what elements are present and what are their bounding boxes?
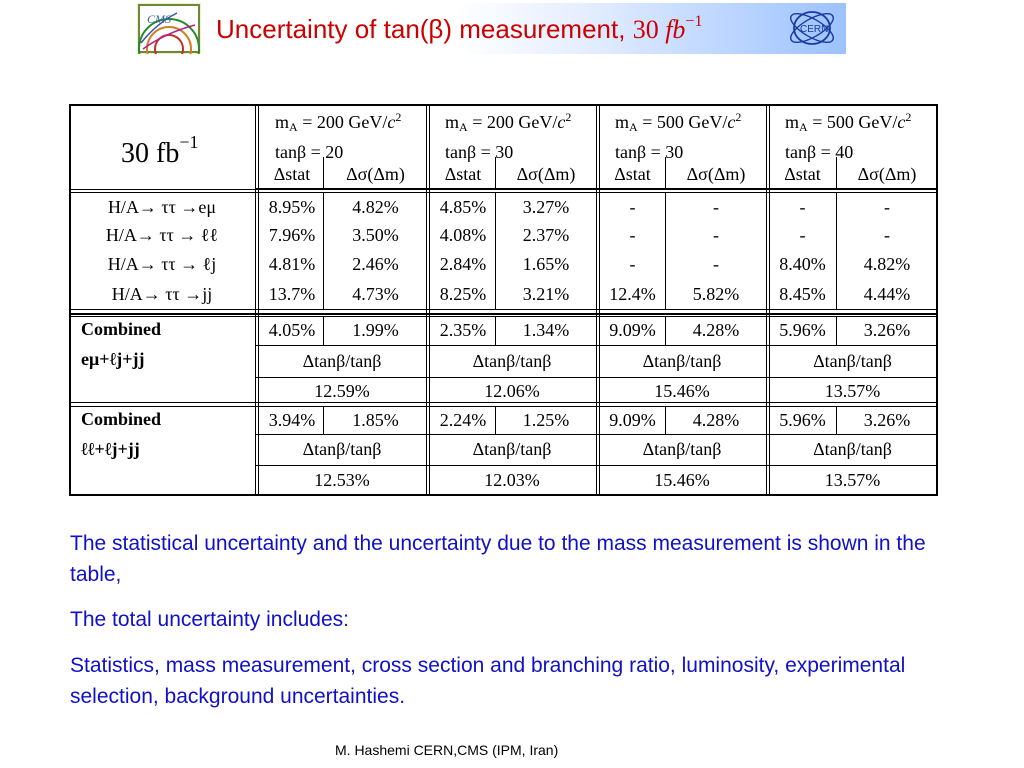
channel-value: 4.82%	[863, 254, 911, 274]
combined-value: 2.24%	[439, 409, 487, 430]
channel-value: 8.25%	[439, 284, 487, 304]
combined-value: 4.28%	[692, 320, 740, 340]
channel-value: 4.08%	[439, 225, 487, 245]
scenario-mass: $m_A = 500$ GeV/$c^2$	[785, 110, 912, 134]
channel-value: -	[884, 197, 890, 217]
slide-footer: M. Hashemi CERN,CMS (IPM, Iran)	[335, 742, 559, 758]
ratio-label: Δtanβ/tanβ	[642, 439, 722, 459]
combined-value: 1.25%	[522, 409, 570, 430]
channel-value: -	[799, 225, 806, 245]
channel-value: 8.40%	[779, 254, 826, 274]
channel-value: 4.85%	[439, 197, 487, 217]
channel-value: -	[884, 225, 890, 245]
channel-value: -	[799, 197, 806, 217]
channel-value: 2.84%	[439, 254, 487, 274]
channel-value: 2.37%	[522, 225, 570, 245]
scenario-mass: $m_A = 500$ GeV/$c^2$	[615, 110, 742, 134]
paragraph-statistical-uncertainty: The statistical uncertainty and the uncertainty due to the mass measurement is shown in the table,	[70, 532, 926, 586]
total-uncertainty: 13.57%	[824, 469, 881, 490]
table-rule-v	[665, 316, 666, 345]
table-rule-v	[323, 192, 324, 309]
channel-value: 3.21%	[522, 284, 570, 304]
table-rule-v	[836, 192, 837, 309]
ratio-label: Δtanβ/tanβ	[642, 350, 722, 371]
channel-value: 4.73%	[352, 284, 399, 304]
channel-label: H/A→ ττ →eμ	[107, 197, 217, 217]
scenario-tanbeta: tanβ = 20	[275, 142, 344, 162]
ratio-label: Δtanβ/tanβ	[472, 350, 552, 371]
combined-channels: eμ+ℓj+jj	[81, 349, 145, 369]
table-rule-v	[596, 104, 597, 496]
combined-value: 1.99%	[352, 320, 399, 340]
table-rule-v	[836, 406, 837, 434]
channel-label: H/A→ ττ →jj	[111, 284, 213, 304]
total-uncertainty: 13.57%	[824, 380, 881, 401]
channel-value: -	[629, 254, 636, 274]
table-rule-v	[323, 316, 324, 345]
combined-label: Combined	[81, 409, 162, 429]
ratio-label: Δtanβ/tanβ	[302, 439, 382, 459]
scenario-header	[445, 106, 571, 163]
total-uncertainty: 15.46%	[654, 469, 710, 490]
corner-lumi-exponent: −1	[179, 132, 199, 152]
channel-value: -	[629, 197, 636, 217]
combined-value: 3.26%	[863, 320, 911, 340]
table-rule-v	[836, 316, 837, 345]
channel-value: 2.46%	[352, 254, 399, 274]
table-rule-h	[69, 189, 937, 190]
table-rule-h	[69, 313, 937, 315]
table-rule-h	[69, 309, 937, 310]
scenario-header	[615, 106, 741, 163]
total-uncertainty: 15.46%	[654, 380, 710, 401]
total-uncertainty: 12.53%	[314, 469, 370, 490]
column-subheader: Δσ(Δm)	[686, 163, 746, 184]
channel-value: 4.82%	[352, 197, 399, 217]
ratio-label: Δtanβ/tanβ	[472, 439, 552, 459]
table-rule-v	[495, 192, 496, 309]
column-subheader: Δstat	[273, 163, 311, 184]
channel-value: 4.81%	[268, 254, 316, 274]
combined-value: 3.26%	[863, 409, 911, 430]
scenario-mass: $m_A = 200$ GeV/$c^2$	[275, 110, 402, 134]
total-uncertainty: 12.06%	[484, 380, 540, 401]
combined-label: Combined	[81, 319, 162, 339]
scenario-tanbeta: tanβ = 30	[615, 142, 684, 162]
combined-value: 1.85%	[352, 409, 399, 430]
total-uncertainty: 12.03%	[484, 469, 540, 490]
total-uncertainty: 12.59%	[314, 380, 370, 401]
scenario-header	[785, 106, 911, 163]
channel-value: 1.65%	[522, 254, 570, 274]
table-rule-v	[665, 406, 666, 434]
channel-value: 13.7%	[268, 284, 316, 304]
channel-value: 12.4%	[609, 284, 656, 304]
combined-value: 9.09%	[609, 320, 656, 340]
channel-label: H/A→ ττ → ℓℓ	[105, 225, 219, 245]
combined-value: 4.05%	[268, 320, 316, 340]
combined-channels: ℓℓ+ℓj+jj	[81, 439, 140, 459]
channel-label: H/A→ ττ → ℓj	[107, 254, 217, 274]
combined-value: 9.09%	[609, 409, 656, 430]
table-rule-v	[495, 406, 496, 434]
channel-value: -	[713, 197, 719, 217]
ratio-label: Δtanβ/tanβ	[813, 439, 892, 459]
channel-value: 8.95%	[268, 197, 316, 217]
channel-value: 5.82%	[692, 284, 740, 304]
channel-value: -	[713, 225, 719, 245]
table-rule-v	[323, 406, 324, 434]
paragraph-total-uncertainty: The total uncertainty includes:	[70, 608, 349, 631]
results-table	[69, 104, 937, 496]
title-luminosity: 30 $fb^{-1}$	[632, 13, 703, 44]
channel-value: -	[629, 225, 636, 245]
slide-title	[216, 2, 702, 46]
paragraph-uncertainty-sources: Statistics, mass measurement, cross section and branching ratio, luminosity, experimental selection, background uncertainties.	[70, 654, 906, 708]
combined-value: 4.28%	[692, 409, 740, 430]
corner-lumi-number: 30 fb	[121, 138, 180, 169]
column-subheader: Δσ(Δm)	[857, 163, 917, 184]
column-subheader: Δstat	[784, 163, 821, 184]
table-rule-v	[665, 192, 666, 309]
channel-value: 3.27%	[522, 197, 570, 217]
cms-logo	[137, 3, 201, 54]
ratio-label: Δtanβ/tanβ	[813, 350, 892, 371]
channel-value: 7.96%	[268, 225, 316, 245]
combined-value: 5.96%	[779, 320, 826, 340]
table-rule-v	[426, 104, 427, 496]
scenario-mass: $m_A = 200$ GeV/$c^2$	[445, 110, 572, 134]
title-text: Uncertainty of tan(β) measurement,	[216, 14, 626, 44]
table-rule-v	[255, 104, 256, 496]
channel-value: 8.45%	[779, 284, 826, 304]
channel-value: 3.50%	[352, 225, 399, 245]
column-subheader: Δσ(Δm)	[346, 163, 405, 184]
table-rule-v	[495, 316, 496, 345]
column-subheader: Δstat	[614, 163, 651, 184]
column-subheader: Δσ(Δm)	[516, 163, 576, 184]
table-rule-v	[936, 104, 938, 496]
scenario-header	[275, 106, 401, 163]
channel-value: -	[713, 254, 719, 274]
scenario-tanbeta: tanβ = 30	[445, 142, 514, 162]
combined-value: 2.35%	[439, 320, 487, 340]
table-rule-v	[766, 104, 767, 496]
ratio-label: Δtanβ/tanβ	[302, 350, 382, 371]
scenario-tanbeta: tanβ = 40	[785, 142, 854, 162]
cern-logo	[784, 3, 846, 54]
cms-logo-text: CMS	[147, 12, 171, 26]
combined-value: 1.34%	[522, 320, 570, 340]
column-subheader: Δstat	[444, 163, 482, 184]
corner-luminosity	[121, 132, 198, 170]
cern-logo-text: CERN	[800, 24, 829, 35]
combined-value: 3.94%	[268, 409, 316, 430]
combined-value: 5.96%	[779, 409, 826, 430]
channel-value: 4.44%	[863, 284, 911, 304]
